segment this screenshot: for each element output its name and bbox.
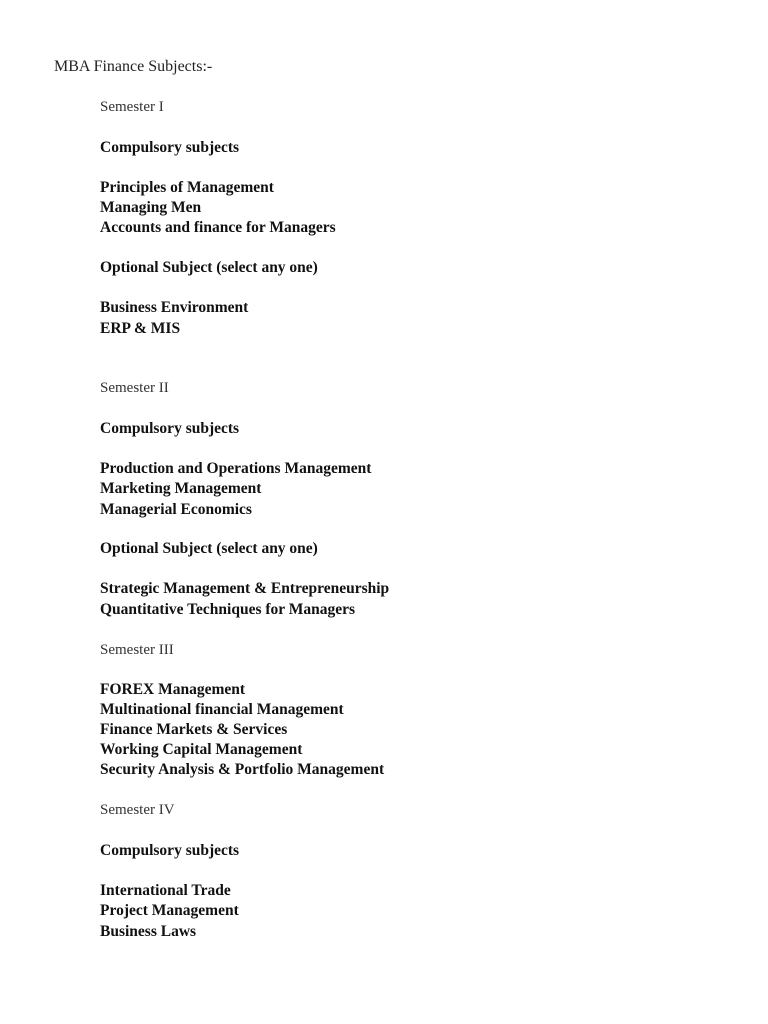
semester-3-heading: Semester III [100,642,174,658]
subject-item: Marketing Management [100,480,262,497]
subject-item: Business Laws [100,923,197,940]
semester-4-heading: Semester IV [100,802,175,818]
subject-item: Accounts and finance for Managers [100,219,336,236]
subject-item: International Trade [100,882,231,899]
semester-1-compulsory-label: Compulsory subjects [100,139,240,156]
subject-item: Strategic Management & Entrepreneurship [100,580,390,597]
subject-item: FOREX Management [100,681,246,698]
subject-item: Managing Men [100,199,202,216]
semester-2-optional-label: Optional Subject (select any one) [100,540,318,557]
document-title: MBA Finance Subjects:- [54,58,213,75]
subject-item: Multinational financial Management [100,701,344,718]
subject-item: Project Management [100,902,239,919]
subject-item: Managerial Economics [100,501,252,518]
semester-2-heading: Semester II [100,380,169,396]
subject-item: Quantitative Techniques for Managers [100,601,356,618]
subject-item: Production and Operations Management [100,460,372,477]
semester-4-compulsory-label: Compulsory subjects [100,842,240,859]
semester-2-compulsory-label: Compulsory subjects [100,420,240,437]
subject-item: Working Capital Management [100,741,303,758]
subject-item: Principles of Management [100,179,274,196]
semester-1-optional-label: Optional Subject (select any one) [100,259,318,276]
subject-item: Finance Markets & Services [100,721,288,738]
semester-1-heading: Semester I [100,99,164,115]
subject-item: Security Analysis & Portfolio Management [100,761,385,778]
subject-item: Business Environment [100,299,249,316]
subject-item: ERP & MIS [100,320,181,337]
